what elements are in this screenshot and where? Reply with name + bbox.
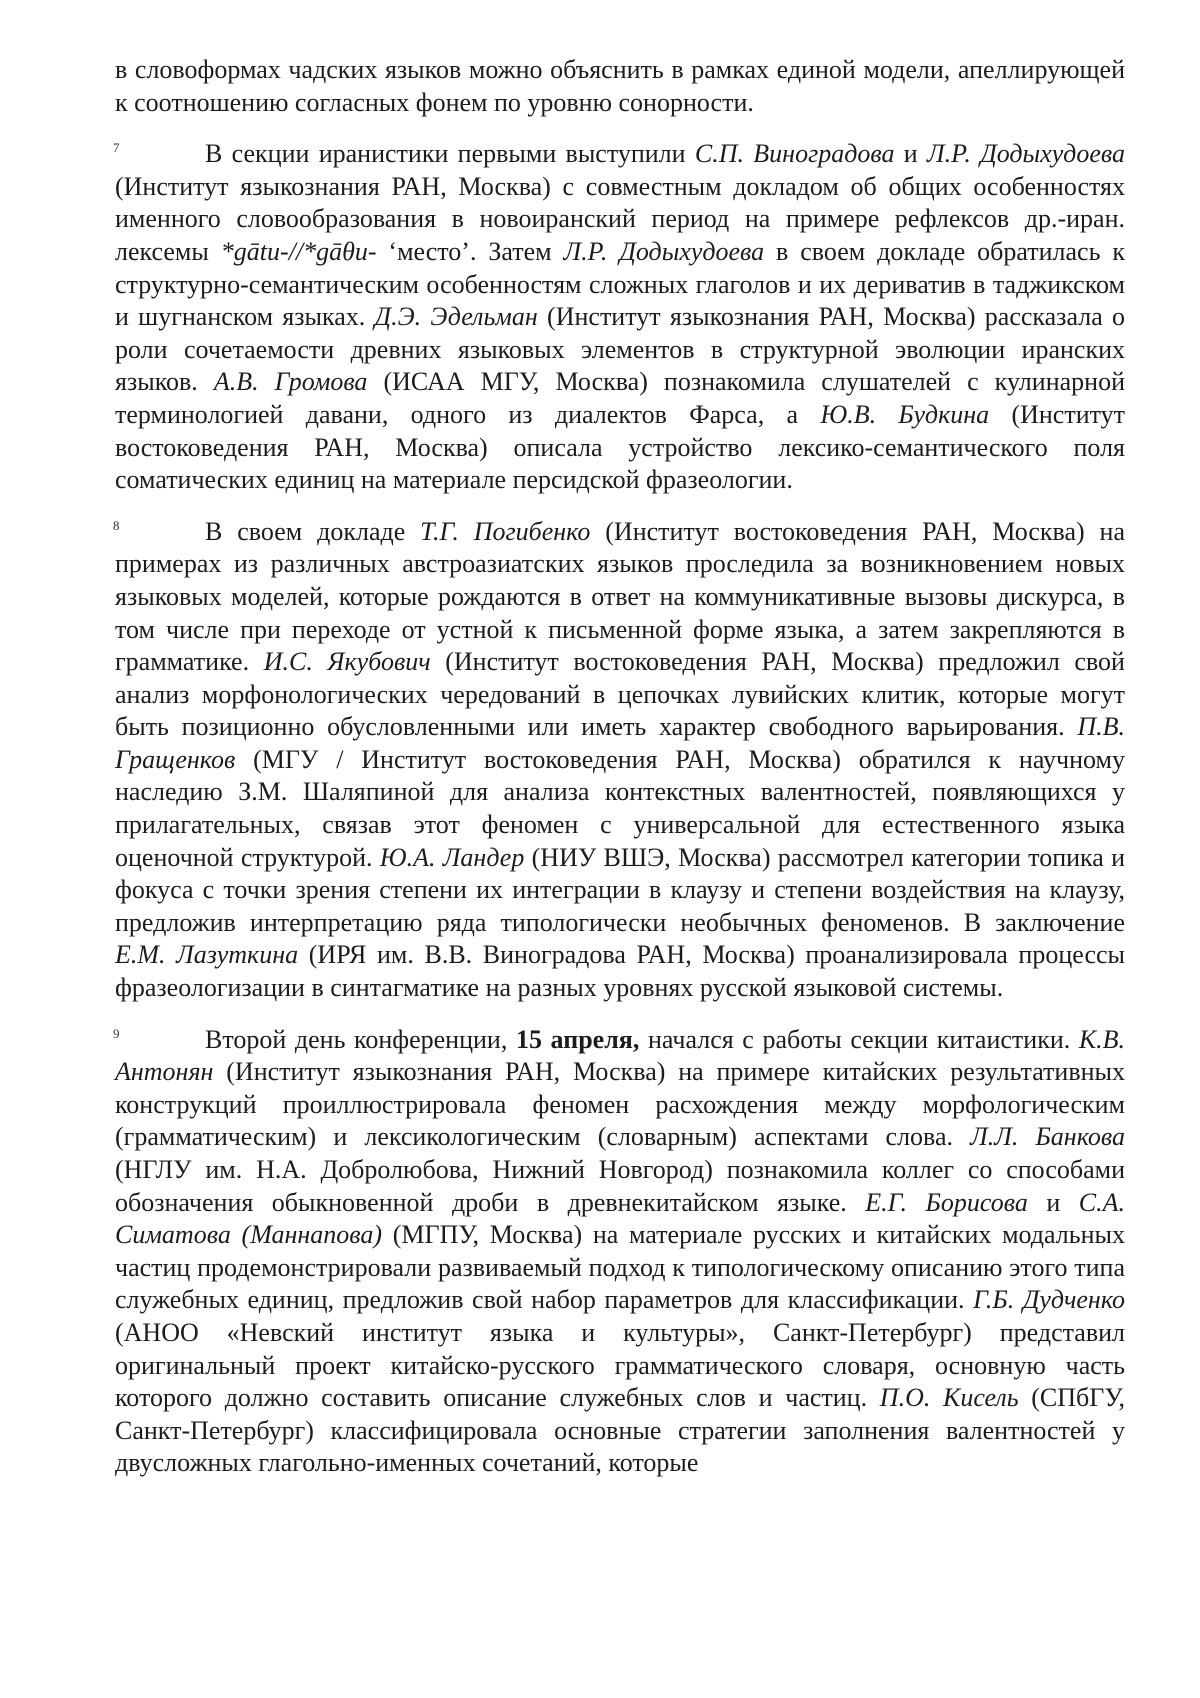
bold-date: 15 апреля, [515,1024,640,1054]
paragraph-number: 7 [113,140,120,156]
author-name: И.С. Якубович [263,647,431,677]
text-run: Второй день конференции, [205,1024,516,1054]
paragraph [115,516,1125,1005]
text-run: начался с работы секции китаистики. [639,1024,1079,1054]
text-run: (МГУ / Институт востоковедения РАН, Москва) обратился к научному наследию З.М. Шаляпиной для анализа контекстных валентностей, появляющихся у прилагательных, связав этот феномен с универсальной для естественного языка оценочной структурой. [115,744,1125,872]
text-run: В секции иранистики первыми выступили [205,139,695,169]
author-name: П.О. Кисель [879,1383,1019,1413]
author-name: Г.Б. Дудченко [973,1285,1125,1315]
text-run: (ИСАА МГУ, Москва) познакомила слушателей с кулинарной терминологией давани, одного из диалектов Фарса, а [115,367,1125,429]
author-name: К.В. Антонян [115,1024,1126,1087]
text-run: ‘место’. Затем [376,236,564,266]
text-run: (ИРЯ им. В.В. Виноградова РАН, Москва) проанализировала процессы фразеологизации в синтагматике на разных уровнях русской языковой системы. [115,940,1125,1003]
author-name: Л.Р. Додыхудоева [927,139,1125,169]
paragraph [115,54,1125,119]
text-run: в словоформах чадских языков можно объяснить в рамках единой модели, апеллирующей к соотношению согласных фонем по уровню сонорности. [115,55,1125,117]
text-run: (Институт языкознания РАН, Москва) рассказала о роли сочетаемости древних языковых элементов в структурной эволюции иранских языков. [115,302,1125,397]
author-name: Т.Г. Погибенко [420,516,591,546]
document-body [115,54,1125,1499]
author-name: С.П. Виноградова [694,139,895,169]
text-run: (Институт востоковедения РАН, Москва) предложил свой анализ морфонологических чередований в цепочках лувийских клитик, которые могут быть позиционно обусловленными или иметь характер свободного варьирования. [115,647,1125,742]
author-name: Д.Э. Эдельман [374,302,538,332]
author-name: Е.Г. Борисова [865,1187,1028,1217]
paragraph-number: 9 [113,1025,120,1041]
author-name: П.В. Гращенков [115,712,1125,774]
paragraph [115,1024,1125,1480]
author-name: Е.М. Лазуткина [115,940,299,970]
author-name: *gātu-//*gāθu- [220,236,377,266]
author-name: С.А. Симатова (Маннапова) [115,1187,1125,1250]
text-run: (НГЛУ им. Н.А. Добролюбова, Нижний Новгород) познакомила коллег со способами обозначения обыкновенной дроби в древнекитайском языке. [115,1155,1125,1217]
author-name: А.В. Громова [213,367,368,397]
text-run: (НИУ ВШЭ, Москва) рассмотрел категории топика и фокуса с точки зрения степени их интеграции в клаузу и степени воздействия на клаузу, предложив интерпретацию ряда типологически необычных феноменов. В заключение [115,842,1126,937]
paragraph [115,138,1125,497]
text-run: и [1027,1187,1079,1217]
text-run: (МГПУ, Москва) на материале русских и китайских модальных частиц продемонстрировали развиваемый подход к типологическому описанию этого типа служебных единиц, предложив свой набор параметров для классификации. [115,1220,1125,1315]
author-name: Л.Л. Банкова [970,1122,1125,1152]
text-run: в своем докладе обратилась к структурно-семантическим особенностям сложных глаголов и их дериватив в таджикском и шугнанском языках. [115,236,1126,332]
text-run: (АНОО «Невский институт языка и культуры», Санкт-Петербург) представил оригинальный проект китайско-русского грамматического словаря, основную часть которого должно составить описание служебных слов и частиц. [115,1317,1125,1413]
author-name: Л.Р. Додыхудоева [563,236,765,266]
text-run: и [894,139,928,169]
text-run: (СПбГУ, Санкт-Петербург) классифицировала основные стратегии заполнения валентностей у двусложных глагольно-именных сочетаний, которые [115,1383,1125,1478]
text-run: В своем докладе [205,516,421,546]
author-name: Ю.В. Будкина [820,399,990,429]
text-run: (Институт востоковедения РАН, Москва) описала устройство лексико-семантического поля соматических единиц на материале персидской фразеологии. [115,399,1126,495]
paragraph-number: 8 [113,517,120,533]
author-name: Ю.А. Ландер [379,842,525,872]
text-run: (Институт языкознания РАН, Москва) на примере китайских результативных конструкций проиллюстрировала феномен расхождения между морфологическим (грамматическим) и лексикологическим (словарным) аспектами слова. [115,1057,1125,1152]
text-run: (Институт языкознания РАН, Москва) с совместным докладом об общих особенностях именного словообразования в новоиранский период на примере рефлексов др.-иран. лексемы [115,171,1125,266]
text-run: (Институт востоковедения РАН, Москва) на примерах из различных австроазиатских языков проследила за возникновением новых языковых моделей, которые рождаются в ответ на коммуникативные вызовы дискурса, в том числе при переходе от устной к письменной форме языка, а затем закрепляются в грамматике. [115,516,1126,677]
